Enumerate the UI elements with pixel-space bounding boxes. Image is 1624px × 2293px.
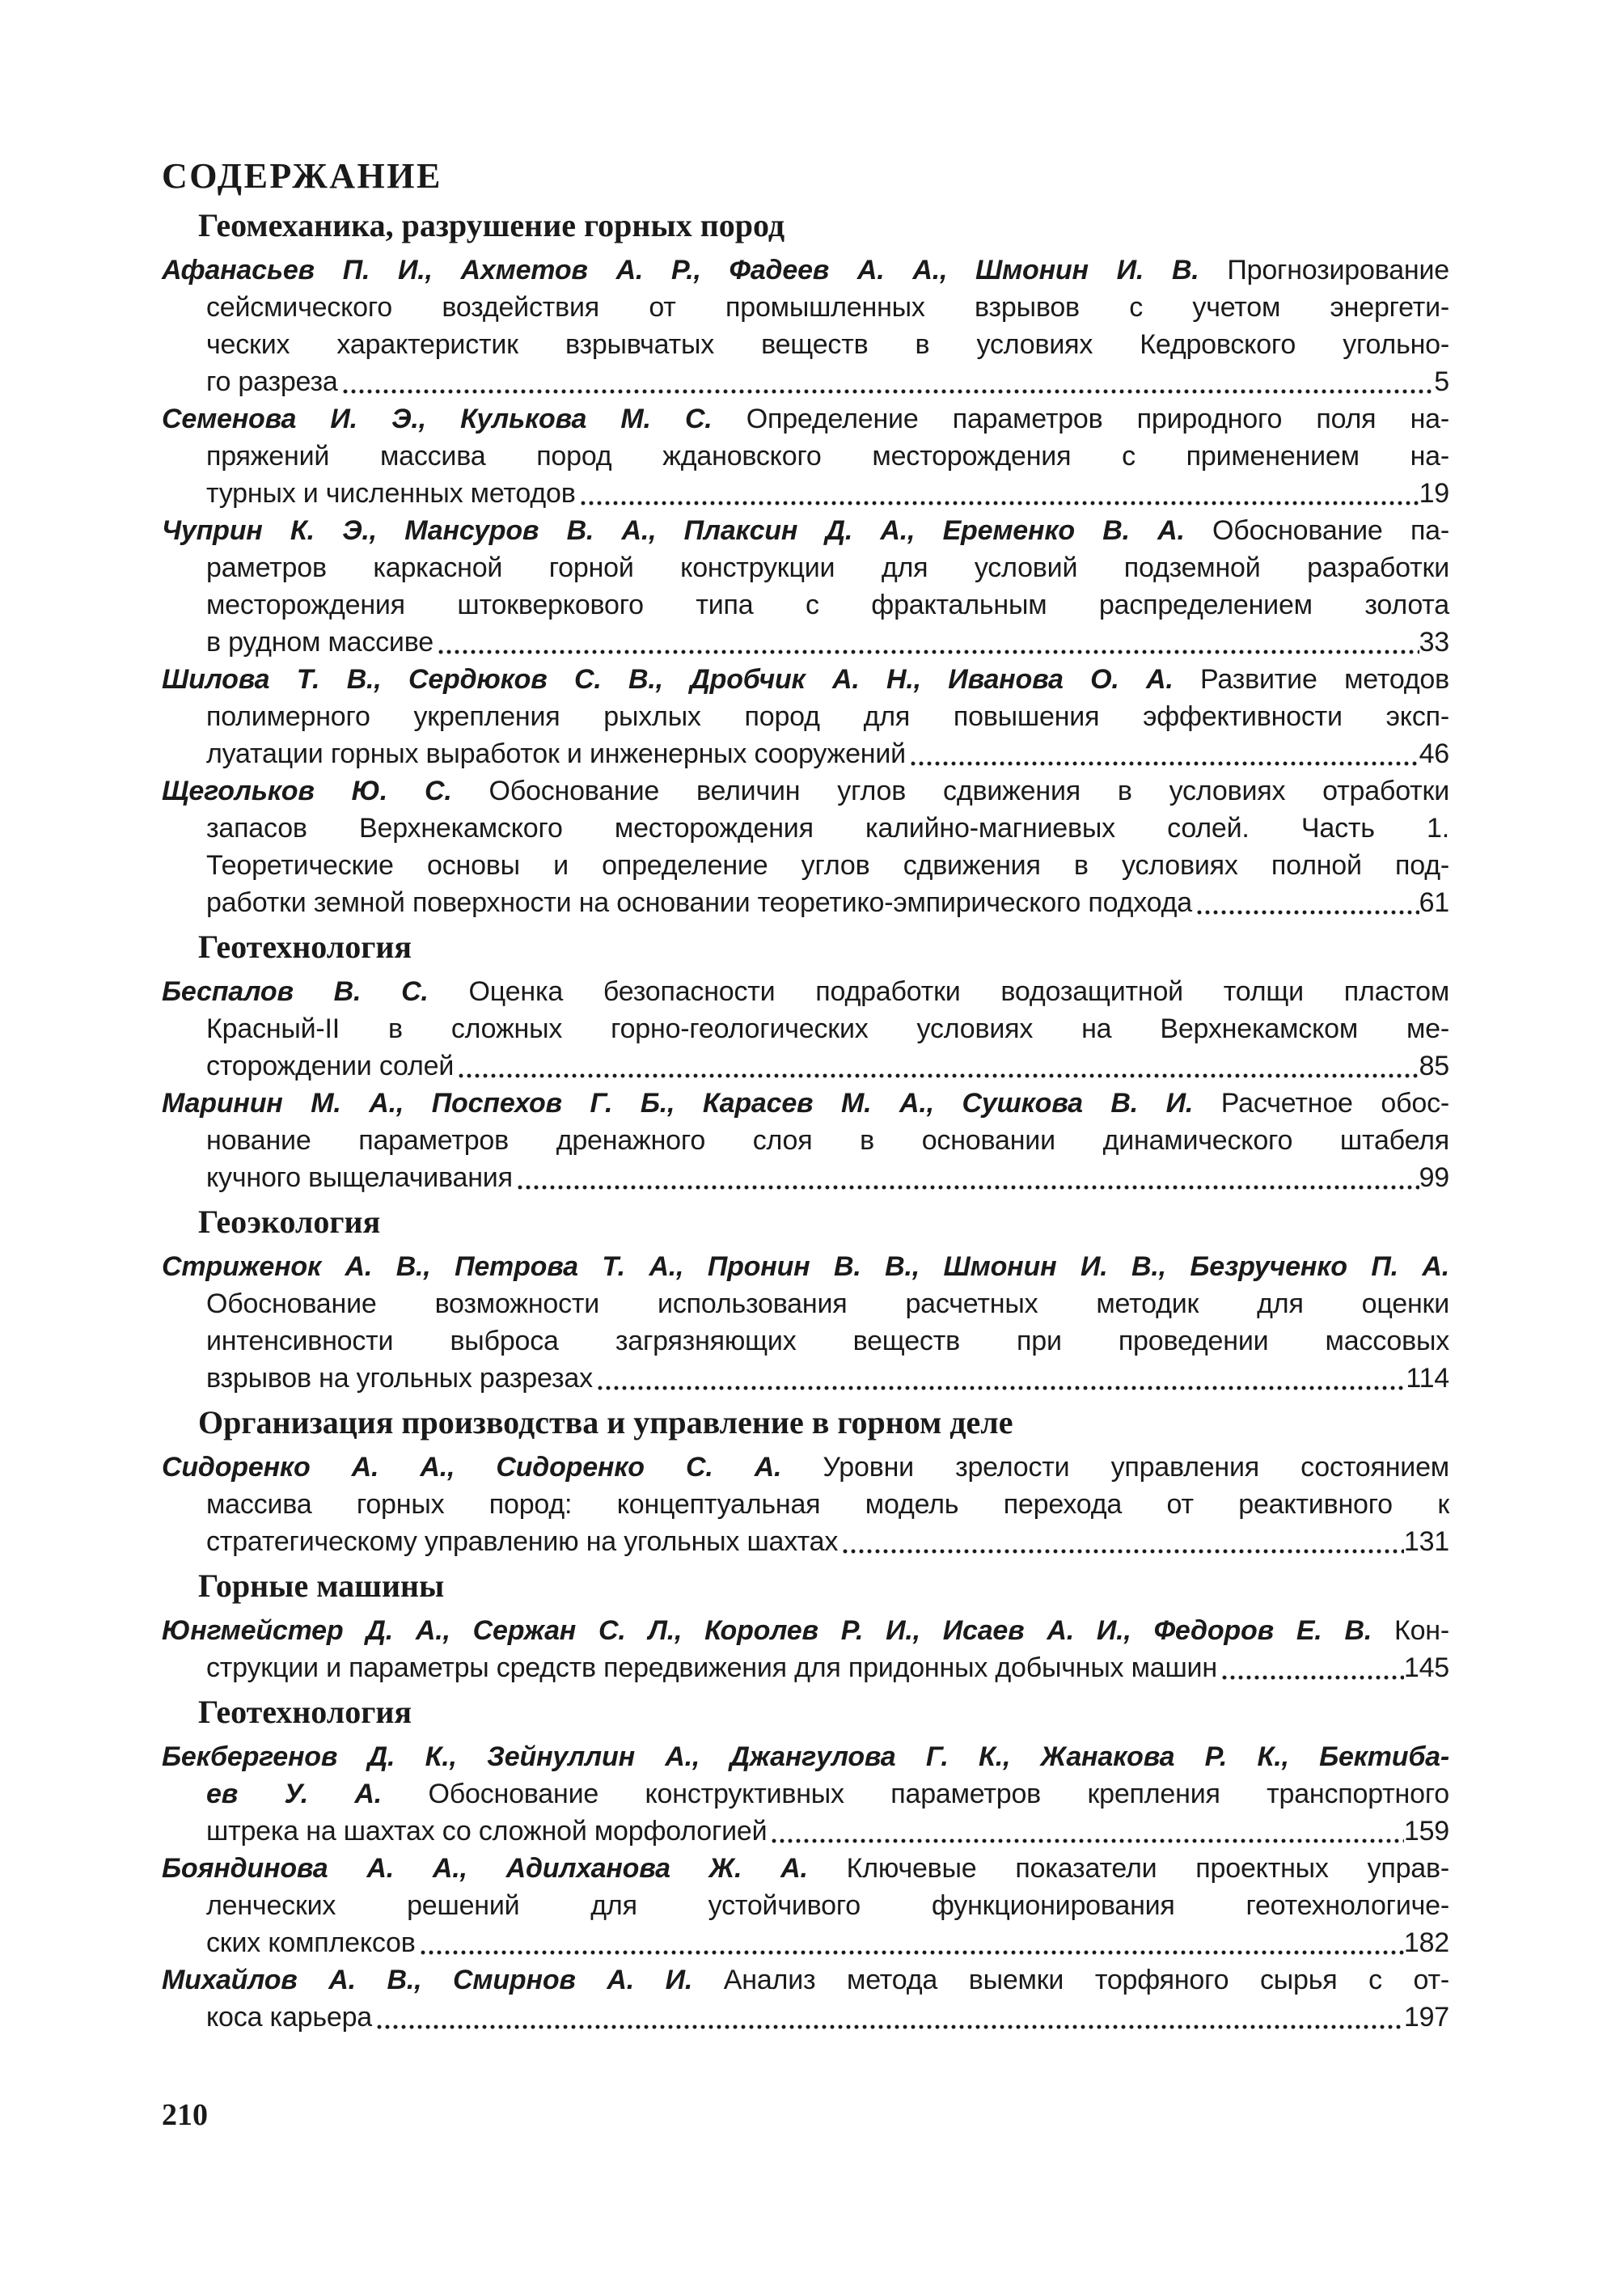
toc-entry-text: Обоснование величин углов сдвижения в условиях отработки — [451, 776, 1449, 806]
toc-entry-authors: Маринин М. А., Поспехов Г. Б., Карасев М. А., Сушкова В. И. — [162, 1088, 1194, 1119]
toc-entry-text: Красный-II в сложных горно-геологических условиях на Верхнекамском ме- — [206, 1013, 1449, 1044]
toc-entry-text: ленческих решений для устойчивого функционирования геотехнологиче- — [206, 1890, 1449, 1921]
toc-entry-line — [162, 475, 1449, 512]
toc-entry-line — [162, 1649, 1449, 1686]
dot-leader — [1220, 1649, 1404, 1686]
toc-entry-page-number: 5 — [1434, 366, 1449, 397]
toc-entry-line — [162, 438, 1449, 475]
toc-entry-line — [162, 1523, 1449, 1560]
section-heading: Геомеханика, разрушение горных пород — [198, 207, 785, 243]
dot-leader — [841, 1523, 1404, 1560]
toc-entry — [162, 252, 1449, 400]
toc-entry — [162, 772, 1449, 921]
toc-entry-text: Уровни зрелости управления состоянием — [781, 1452, 1449, 1483]
toc-entry-page-number: 85 — [1419, 1051, 1449, 1081]
toc-entry-text: стратегическому управлению на угольных шахтах — [206, 1526, 839, 1557]
dot-leader — [437, 624, 1419, 661]
toc-page — [162, 154, 1450, 2132]
toc-entry-line — [162, 1924, 1449, 1961]
toc-entry — [162, 1449, 1449, 1560]
toc-entry-line — [162, 1738, 1449, 1775]
toc-entry-authors: Щегольков Ю. С. — [162, 776, 452, 806]
toc-entry-line — [162, 772, 1449, 810]
toc-entry-page-number: 33 — [1419, 627, 1449, 658]
toc-entry-authors: Шилова Т. В., Сердюков С. В., Дробчик А. Н., Иванова О. А. — [162, 664, 1174, 695]
toc-entry-text: в рудном массиве — [206, 627, 433, 658]
toc-entry-page-number: 182 — [1403, 1927, 1449, 1958]
toc-entry-text: Оценка безопасности подработки водозащитной толщи пластом — [428, 976, 1450, 1007]
toc-entry-line — [162, 973, 1449, 1010]
toc-entry-line — [162, 1047, 1449, 1085]
toc-entry-text: штрека на шахтах со сложной морфологией — [206, 1816, 768, 1847]
toc-entry-line — [162, 1010, 1449, 1047]
toc-entry-text: ческих характеристик взрывчатых веществ в условиях Кедровского угольно- — [206, 329, 1449, 360]
toc-entry-text: взрывов на угольных разрезах — [206, 1363, 593, 1394]
section-heading: Геотехнология — [198, 1694, 412, 1730]
dot-leader — [770, 1813, 1403, 1850]
toc-entry-line — [162, 1085, 1449, 1122]
toc-entry-line — [162, 1961, 1449, 1999]
toc-entry-text: Теоретические основы и определение углов сдвижения в условиях полной под- — [206, 850, 1449, 881]
toc-entry-line — [162, 549, 1449, 586]
toc-entry-line — [162, 735, 1449, 772]
toc-entry-text: ских комплексов — [206, 1927, 416, 1958]
toc-entry — [162, 973, 1449, 1085]
toc-entry-text: турных и численных методов — [206, 478, 576, 509]
toc-entry-page-number: 159 — [1403, 1816, 1449, 1847]
toc-entry — [162, 661, 1449, 772]
toc-entry-line — [162, 326, 1449, 363]
toc-entry-text: пряжений массива пород ждановского месторождения с применением на- — [206, 441, 1449, 472]
toc-entry-line — [162, 1887, 1449, 1924]
toc-entry-line — [162, 1159, 1449, 1196]
toc-entry-text: Ключевые показатели проектных управ- — [807, 1853, 1450, 1884]
toc-entry-line — [162, 1775, 1449, 1813]
toc-entry-text: луатации горных выработок и инженерных сооружений — [206, 738, 906, 769]
toc-entry-line — [162, 1322, 1449, 1360]
dot-leader — [579, 475, 1419, 512]
toc-entry-line — [162, 512, 1449, 549]
toc-entry-text: Определение параметров природного поля на- — [712, 404, 1449, 434]
toc-entry-line — [162, 400, 1449, 438]
toc-entry-text: Кон- — [1372, 1615, 1449, 1646]
toc-entry-text: Анализ метода выемки торфяного сырья с от- — [692, 1965, 1449, 1995]
toc-entry-text: массива горных пород: концептуальная модель перехода от реактивного к — [206, 1489, 1449, 1520]
toc-entry-line — [162, 884, 1449, 921]
toc-entry-page-number: 19 — [1419, 478, 1449, 509]
toc-entry-line — [162, 661, 1449, 698]
section-heading: Геоэкология — [198, 1204, 381, 1240]
toc-entry-line — [162, 847, 1449, 884]
toc-entry-text: Расчетное обос- — [1193, 1088, 1449, 1119]
dot-leader — [457, 1047, 1419, 1085]
toc-entry-authors: Михайлов А. В., Смирнов А. И. — [162, 1965, 693, 1995]
toc-entry-page-number: 131 — [1403, 1526, 1449, 1557]
toc-entry-line — [162, 624, 1449, 661]
toc-entry-line — [162, 289, 1449, 326]
toc-entry-page-number: 61 — [1419, 887, 1449, 918]
toc-entry-line — [162, 1850, 1449, 1887]
toc-entry-authors: Стриженок А. В., Петрова Т. А., Пронин В. В., Шмонин И. В., Безрученко П. А. — [162, 1251, 1449, 1282]
toc-entry-text: кучного выщелачивания — [206, 1162, 513, 1193]
toc-entry — [162, 1961, 1449, 2036]
toc-entry-line — [162, 1449, 1449, 1486]
toc-entry-text: струкции и параметры средств передвижения для придонных добычных машин — [206, 1652, 1217, 1683]
toc-entry-page-number: 99 — [1419, 1162, 1449, 1193]
toc-entry-authors: Беспалов В. С. — [162, 976, 429, 1007]
page-title: СОДЕРЖАНИЕ — [162, 156, 442, 196]
toc-entry — [162, 1850, 1449, 1961]
section-heading: Геотехнология — [198, 929, 412, 965]
toc-entry-text: раметров каркасной горной конструкции для условий подземной разработки — [206, 552, 1449, 583]
toc-entry-text: интенсивности выброса загрязняющих веществ при проведении массовых — [206, 1326, 1449, 1356]
dot-leader — [419, 1924, 1404, 1961]
toc-entry-text: месторождения штокверкового типа с фрактальным распределением золота — [206, 590, 1449, 620]
toc-entry-text: работки земной поверхности на основании теоретико-эмпирического подхода — [206, 887, 1192, 918]
toc-entry-text: го разреза — [206, 366, 338, 397]
dot-leader — [341, 363, 1435, 400]
toc-entry — [162, 1248, 1449, 1397]
toc-entry-page-number: 145 — [1403, 1652, 1449, 1683]
toc-entry-page-number: 46 — [1419, 738, 1449, 769]
toc-entry-line — [162, 698, 1449, 735]
dot-leader — [516, 1159, 1419, 1196]
toc-entry-authors: Бояндинова А. А., Адилханова Ж. А. — [162, 1853, 808, 1884]
dot-leader — [909, 735, 1419, 772]
toc — [162, 207, 1449, 2036]
toc-entry-line — [162, 1813, 1449, 1850]
toc-entry-authors: Юнгмейстер Д. А., Сержан С. Л., Королев Р. И., Исаев А. И., Федоров Е. В. — [162, 1615, 1372, 1646]
toc-entry-page-number: 114 — [1406, 1363, 1449, 1394]
toc-entry-line — [162, 1360, 1449, 1397]
section-heading: Организация производства и управление в горном деле — [198, 1404, 1013, 1441]
toc-entry-text: Развитие методов — [1173, 664, 1449, 695]
toc-entry-authors: ев У. А. — [206, 1779, 383, 1809]
dot-leader — [1195, 884, 1419, 921]
section-heading: Горные машины — [198, 1567, 445, 1604]
toc-entry-line — [162, 1612, 1449, 1649]
toc-entry-text: полимерного укрепления рыхлых пород для повышения эффективности эксп- — [206, 701, 1449, 732]
toc-entry — [162, 400, 1449, 512]
toc-entry — [162, 1085, 1449, 1196]
toc-entry-authors: Семенова И. Э., Кулькова М. С. — [162, 404, 713, 434]
toc-entry-line — [162, 1285, 1449, 1322]
dot-leader — [596, 1360, 1406, 1397]
toc-entry-text: нование параметров дренажного слоя в основании динамического штабеля — [206, 1125, 1449, 1156]
toc-entry — [162, 1738, 1449, 1850]
toc-entry-line — [162, 1999, 1449, 2036]
toc-entry-authors: Сидоренко А. А., Сидоренко С. А. — [162, 1452, 782, 1483]
toc-entry-authors: Бекбергенов Д. К., Зейнуллин А., Джангулова Г. К., Жанакова Р. К., Бектиба- — [162, 1741, 1449, 1772]
toc-entry-text: сторождении солей — [206, 1051, 455, 1081]
toc-entry-line — [162, 1486, 1449, 1523]
toc-entry-line — [162, 363, 1449, 400]
toc-entry-text: Обоснование конструктивных параметров крепления транспортного — [382, 1779, 1449, 1809]
toc-entry-text: Обоснование возможности использования расчетных методик для оценки — [206, 1288, 1449, 1319]
toc-entry-authors: Чуприн К. Э., Мансуров В. А., Плаксин Д. А., Еременко В. А. — [162, 515, 1185, 546]
toc-entry-line — [162, 586, 1449, 624]
dot-leader — [375, 1999, 1404, 2036]
toc-entry — [162, 1612, 1449, 1686]
toc-entry-text: Прогнозирование — [1199, 255, 1449, 286]
toc-entry-page-number: 197 — [1403, 2002, 1449, 2033]
toc-entry-line — [162, 810, 1449, 847]
toc-entry-text: коса карьера — [206, 2002, 373, 2033]
toc-entry-authors: Афанасьев П. И., Ахметов А. Р., Фадеев А. А., Шмонин И. В. — [162, 255, 1199, 286]
toc-entry — [162, 512, 1449, 661]
toc-entry-line — [162, 1122, 1449, 1159]
toc-entry-line — [162, 1248, 1449, 1285]
toc-entry-text: Обоснование па- — [1184, 515, 1449, 546]
toc-entry-text: сейсмического воздействия от промышленных взрывов с учетом энергети- — [206, 292, 1449, 323]
toc-entry-line — [162, 252, 1449, 289]
toc-entry-text: запасов Верхнекамского месторождения калийно-магниевых солей. Часть 1. — [206, 813, 1449, 844]
footer-page-number: 210 — [162, 2098, 208, 2132]
